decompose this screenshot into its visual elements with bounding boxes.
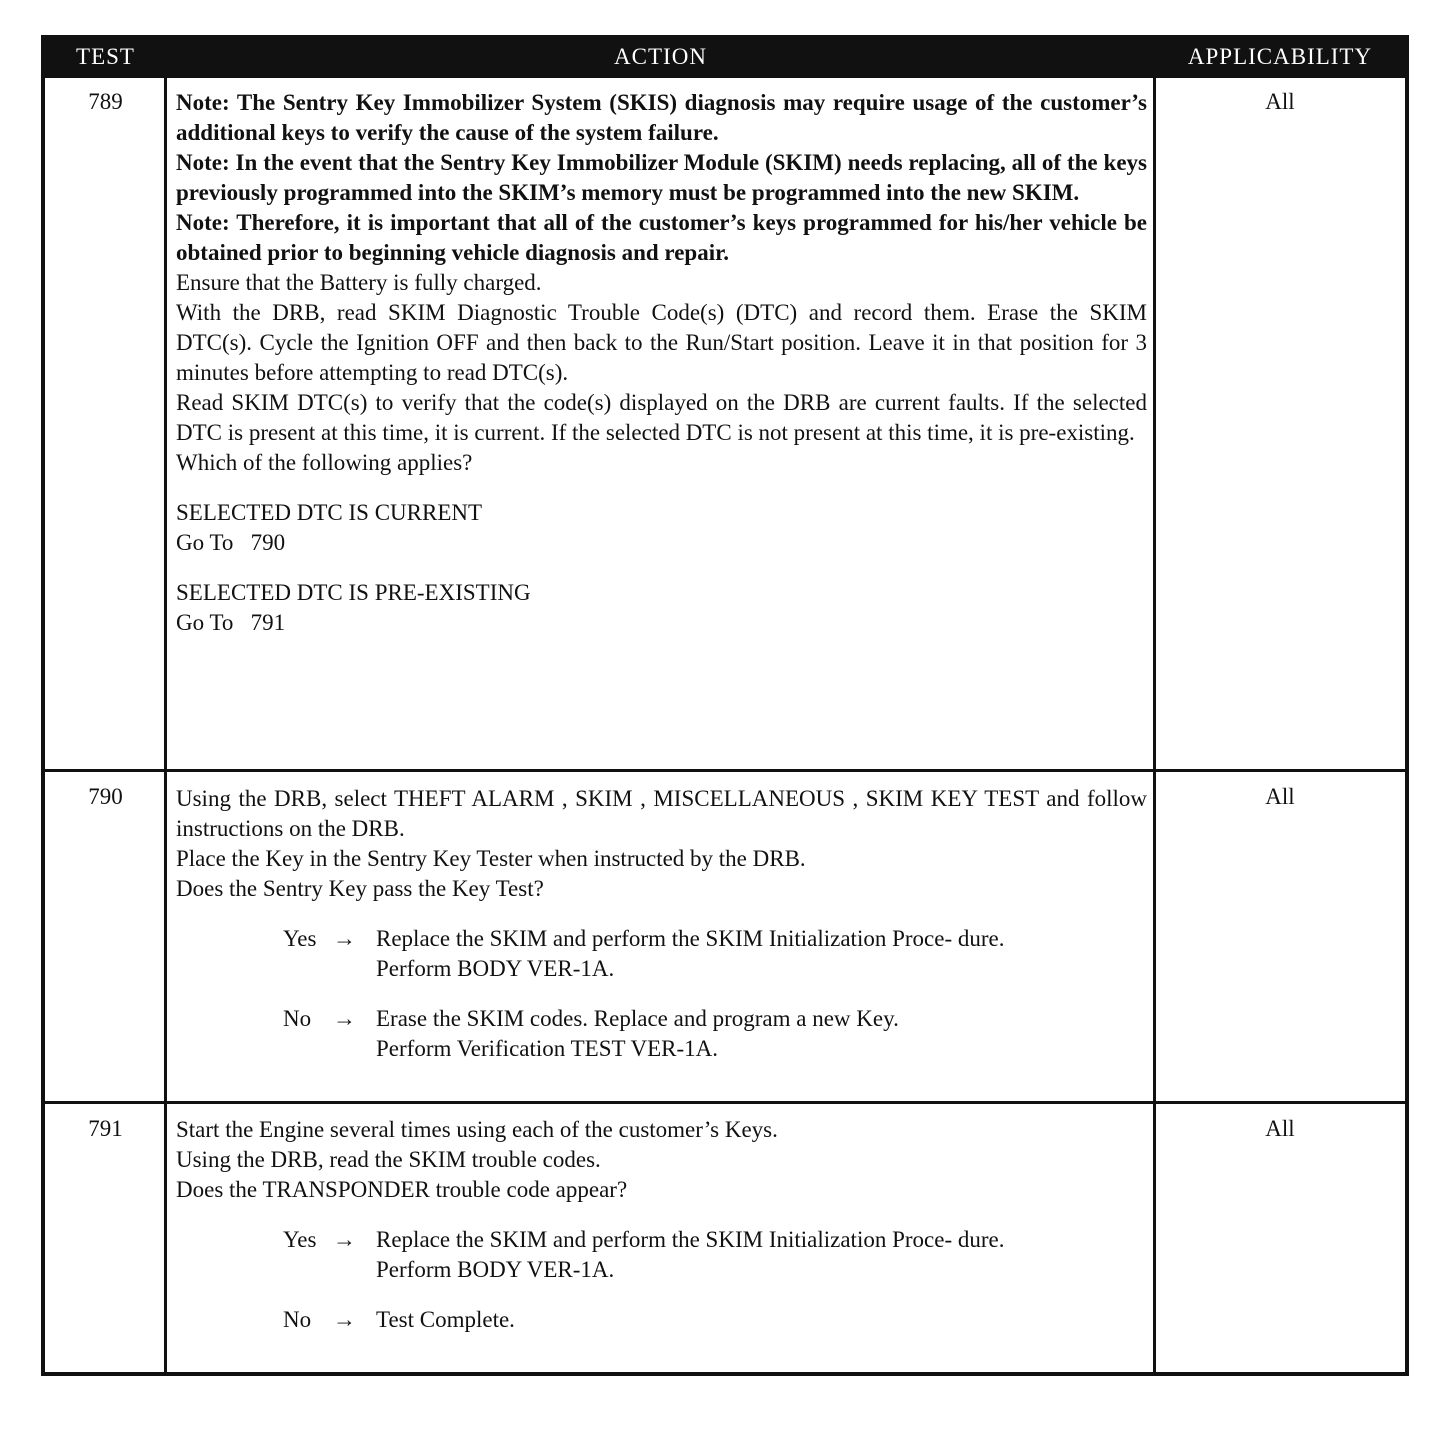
result-no [283,1305,1147,1335]
result-text: Perform BODY VER-1A. [376,1257,615,1282]
result-yes [283,1225,1147,1285]
result-key: Yes [283,926,317,951]
goto-line [176,608,1147,638]
goto-target: 790 [250,530,286,555]
arrow-icon: → [333,1307,356,1332]
table-header [45,39,1405,78]
result-text: Erase the SKIM codes. Replace and program a new Key. [376,1006,899,1031]
diagnostic-test-table [41,35,1409,1376]
result-no [283,1004,1147,1064]
header-action: ACTION [614,44,707,69]
step: Using the DRB, select THEFT ALARM , SKIM , MISCELLANEOUS , SKIM KEY TEST and follow instructions on the DRB. [176,786,1147,841]
step: Using the DRB, read the SKIM trouble codes. [176,1147,601,1172]
applicability-value: All [1265,89,1295,114]
goto-target: 791 [250,610,286,635]
note: Note: Therefore, it is important that all of the customer’s keys programmed for his/her vehicle be obtained prior to beginning vehicle diagnosis and repair. [176,210,1147,265]
result-key: Yes [283,1227,317,1252]
goto-label: Go To [176,610,234,635]
column-divider [164,78,167,1376]
result-text: Perform Verification TEST VER-1A. [376,1036,718,1061]
goto-label: Go To [176,530,234,555]
arrow-icon: → [333,1227,356,1252]
header-applicability: APPLICABILITY [1187,44,1373,69]
option-label: SELECTED DTC IS PRE-EXISTING [176,580,531,605]
result-text: Test Complete. [376,1307,515,1332]
step: Place the Key in the Sentry Key Tester when instructed by the DRB. [176,846,806,871]
header-test: TEST [76,44,135,69]
column-divider [1153,78,1156,1376]
result-text: Replace the SKIM and perform the SKIM Initialization Proce- dure. [376,926,1005,951]
test-number: 790 [88,784,123,809]
result-yes [283,924,1147,984]
step: Does the TRANSPONDER trouble code appear? [176,1177,628,1202]
note: Note: In the event that the Sentry Key Immobilizer Module (SKIM) needs replacing, all of the keys previously programmed into the SKIM’s memory must be programmed into the new SKIM. [176,150,1147,205]
row-divider [45,1101,1405,1104]
applicability-value: All [1265,1116,1295,1141]
test-number: 791 [88,1116,123,1141]
result-key: No [283,1006,312,1031]
arrow-icon: → [333,1006,356,1031]
arrow-icon: → [333,926,356,951]
row-divider [45,769,1405,772]
result-text: Perform BODY VER-1A. [376,956,615,981]
step: Does the Sentry Key pass the Key Test? [176,876,544,901]
result-text: Replace the SKIM and perform the SKIM Initialization Proce- dure. [376,1227,1005,1252]
step: With the DRB, read SKIM Diagnostic Trouble Code(s) (DTC) and record them. Erase the SKIM DTC(s). Cycle the Ignition OFF and then back to the Run/Start position. Leave it in that position for 3 minutes before attempting to read DTC(s). [176,300,1147,385]
option-label: SELECTED DTC IS CURRENT [176,500,483,525]
result-key: No [283,1307,312,1332]
action-cell [176,1115,1147,1335]
test-number: 789 [88,89,123,114]
step: Which of the following applies? [176,450,473,475]
step: Start the Engine several times using each of the customer’s Keys. [176,1117,778,1142]
step: Read SKIM DTC(s) to verify that the code(s) displayed on the DRB are current faults. If the selected DTC is present at this time, it is current. If the selected DTC is not present at this time, it is pre-existing. [176,390,1147,445]
note: Note: The Sentry Key Immobilizer System (SKIS) diagnosis may require usage of the customer’s additional keys to verify the cause of the system failure. [176,90,1147,145]
action-cell [176,784,1147,1064]
step: Ensure that the Battery is fully charged. [176,270,542,295]
goto-line [176,528,1147,558]
applicability-value: All [1265,784,1295,809]
action-cell [176,88,1147,638]
